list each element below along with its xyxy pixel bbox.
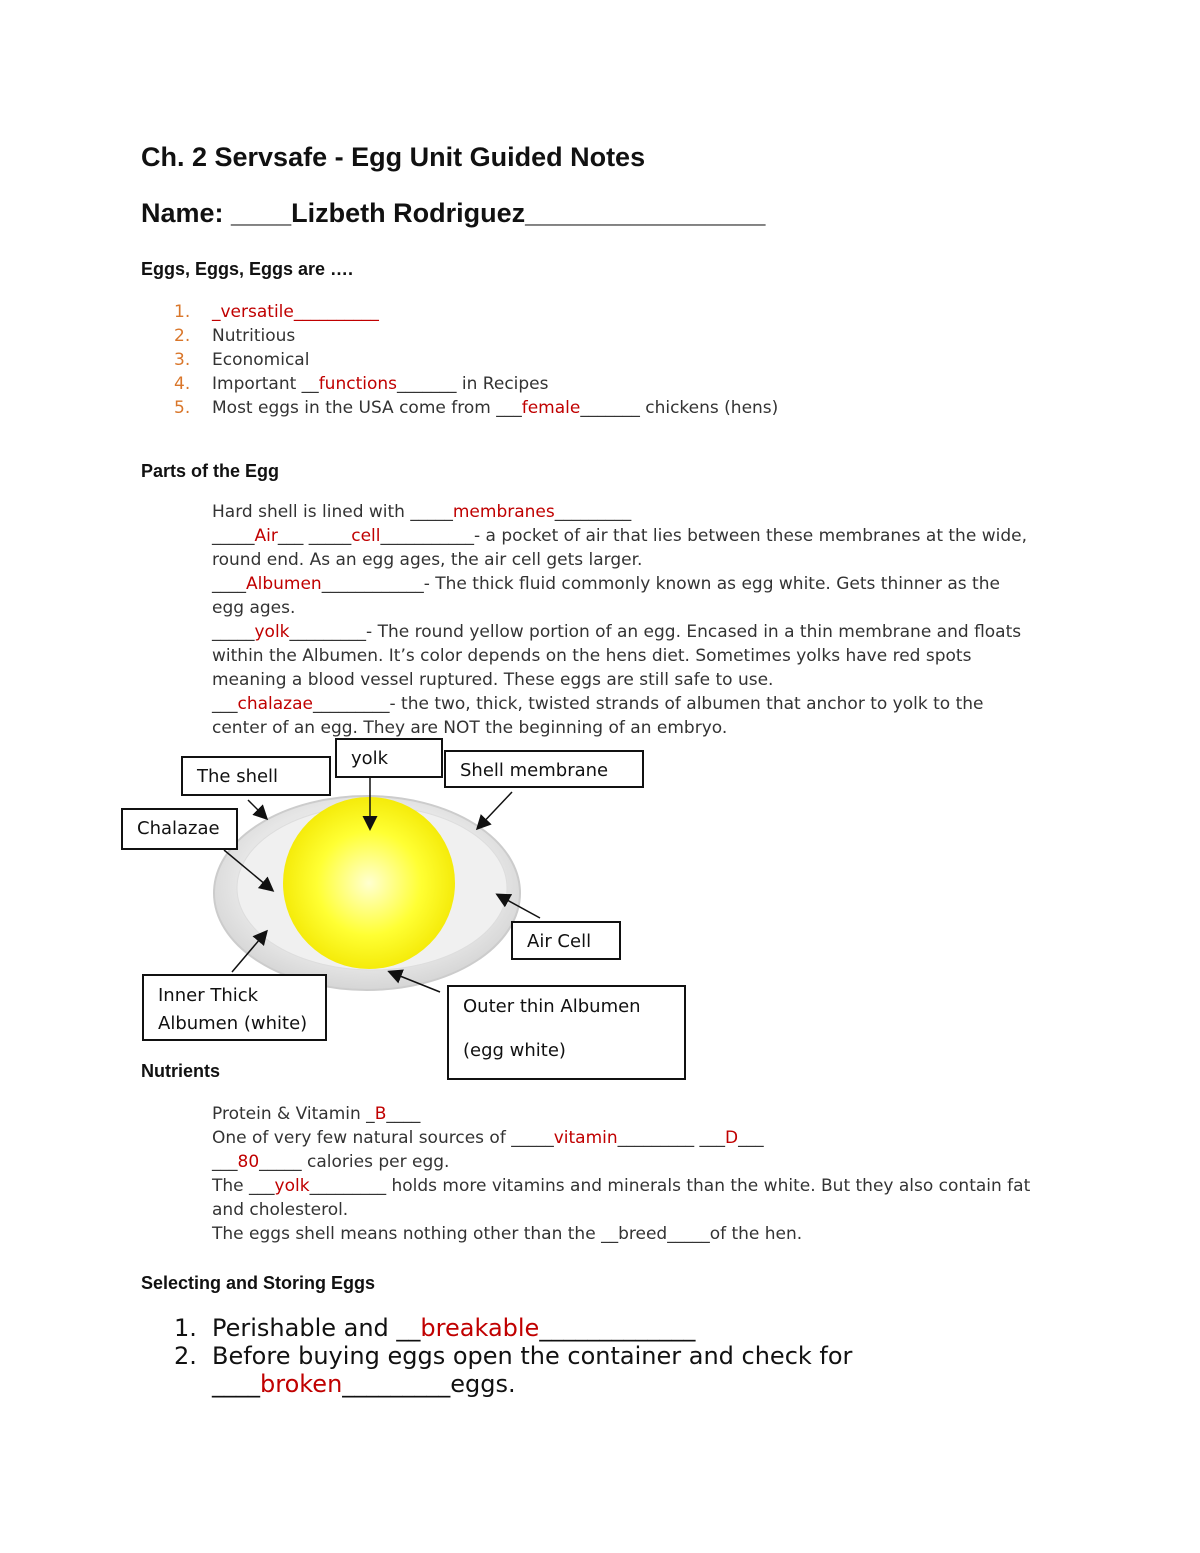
name-suffix: ________________ (525, 198, 766, 228)
label-line: Inner Thick (158, 985, 259, 1006)
list-text: _________ ___ (617, 1128, 726, 1148)
answer-text: Albumen (246, 574, 322, 594)
list-text: _____________ (539, 1314, 696, 1342)
label-line: Outer thin Albumen (463, 996, 641, 1017)
list-item (174, 348, 1074, 372)
list-number: 2. (174, 326, 191, 346)
list-item (174, 1150, 1034, 1174)
list-text: _________ (554, 502, 632, 522)
answer-text-2: D (725, 1128, 739, 1148)
answer-text: broken (260, 1370, 343, 1398)
list-item (174, 300, 1074, 324)
arrow-membrane (478, 792, 512, 828)
student-name: Lizbeth Rodriguez (291, 198, 526, 228)
nutrients-list (174, 1102, 1034, 1246)
egg-yolk (283, 797, 455, 969)
label-outer-thin-albumen (447, 985, 686, 1080)
answer-text: membranes (452, 502, 555, 522)
list-text: ___________- a pocket of air that lies between these membranes at the wide, round end. As an egg ages, the air cell gets larger. (212, 526, 1027, 570)
egg-diagram (0, 730, 1200, 1090)
list-number: 1. (174, 1314, 197, 1342)
list-item (174, 396, 1074, 420)
answer-text: vitamin (553, 1128, 618, 1148)
list-item (174, 1126, 1034, 1150)
list-text: Economical (212, 350, 310, 370)
label-chalazae: Chalazae (121, 808, 238, 850)
list-text: ____ (386, 1104, 421, 1124)
name-prefix: Name: ____ (141, 198, 292, 228)
answer-text: yolk (254, 622, 290, 642)
answer-text: breakable (420, 1314, 540, 1342)
name-line (141, 198, 765, 229)
eggs-list (174, 300, 1074, 420)
list-text: The ___ (212, 1176, 275, 1196)
selecting-list (174, 1314, 1054, 1398)
label-line: Albumen (white) (158, 1013, 308, 1034)
list-text: ___ _____ (277, 526, 352, 546)
answer-text: functions (318, 374, 397, 394)
list-text: Perishable and __ (212, 1314, 421, 1342)
section-heading-parts: Parts of the Egg (141, 461, 280, 481)
list-item (174, 500, 1034, 524)
list-text: ___ (212, 1152, 238, 1172)
list-text: ____________- The thick fluid commonly known as egg white. Gets thinner as the egg ages. (212, 574, 1000, 618)
list-item (174, 324, 1074, 348)
list-text: _____ (212, 526, 255, 546)
parts-list (174, 500, 1034, 740)
list-item (174, 1222, 1034, 1246)
list-number: 2. (174, 1342, 197, 1370)
list-text: _______ chickens (hens) (580, 398, 779, 418)
answer-text: chalazae (237, 694, 313, 714)
list-item (174, 524, 1034, 572)
list-text: _________eggs. (342, 1370, 516, 1398)
list-text: Nutritious (212, 326, 296, 346)
section-heading-nutrients: Nutrients (141, 1061, 221, 1081)
list-item (174, 620, 1034, 692)
list-item (174, 372, 1074, 396)
page-title: Ch. 2 Servsafe - Egg Unit Guided Notes (141, 142, 646, 172)
list-text: _____ (212, 622, 255, 642)
list-number: 5. (174, 398, 191, 418)
label-inner-thick-albumen (142, 974, 327, 1041)
list-item (174, 1342, 1054, 1398)
list-item (174, 572, 1034, 620)
answer-text: 80 (237, 1152, 260, 1172)
list-text: _________- The round yellow portion of an egg. Encased in a thin membrane and floats within the Albumen. It’s color depends on the hens diet. Sometimes yolks have red spots meaning a blood vessel ruptured. These eggs are still safe to use. (212, 622, 1022, 690)
list-item (174, 1314, 1054, 1342)
answer-prefix: _ (212, 302, 221, 322)
section-heading-selecting: Selecting and Storing Eggs (141, 1273, 376, 1293)
list-item (174, 1102, 1034, 1126)
list-text: _________- the two, thick, twisted strands of albumen that anchor to yolk to the center of an egg. They are NOT the beginning of an embryo. (212, 694, 984, 738)
list-text: _____ calories per egg. (259, 1152, 450, 1172)
label-line: (egg white) (463, 1040, 566, 1061)
list-text: One of very few natural sources of _____ (212, 1128, 554, 1148)
label-shell-membrane: Shell membrane (444, 750, 644, 788)
list-text: Protein & Vitamin _ (212, 1104, 375, 1124)
list-text: ___ (212, 694, 238, 714)
answer-suffix: __________ (293, 302, 379, 322)
list-text: ___ (738, 1128, 764, 1148)
label-the-shell: The shell (181, 756, 331, 796)
answer-text: versatile (220, 302, 294, 322)
list-text: Most eggs in the USA come from ___ (212, 398, 522, 418)
list-text: Hard shell is lined with _____ (212, 502, 453, 522)
list-number: 4. (174, 374, 191, 394)
list-text: Before buying eggs open the container and check for ____ (212, 1342, 853, 1398)
list-text: _________ holds more vitamins and minerals than the white. But they also contain fat and cholesterol. (212, 1176, 1031, 1220)
list-number: 1. (174, 302, 191, 322)
list-text: _______ in Recipes (397, 374, 549, 394)
answer-text: female (521, 398, 581, 418)
list-text: Important __ (212, 374, 319, 394)
list-text: ____ (212, 574, 246, 594)
list-text: The eggs shell means nothing other than the __breed_____of the hen. (212, 1224, 803, 1244)
answer-text: yolk (274, 1176, 310, 1196)
section-heading-eggs: Eggs, Eggs, Eggs are …. (141, 259, 354, 279)
arrow-shell (248, 800, 266, 818)
label-air-cell: Air Cell (511, 921, 621, 960)
answer-text: B (374, 1104, 387, 1124)
list-number: 3. (174, 350, 191, 370)
list-item (174, 1174, 1034, 1222)
answer-text: Air (254, 526, 278, 546)
answer-text-2: cell (351, 526, 381, 546)
label-yolk: yolk (335, 738, 443, 778)
